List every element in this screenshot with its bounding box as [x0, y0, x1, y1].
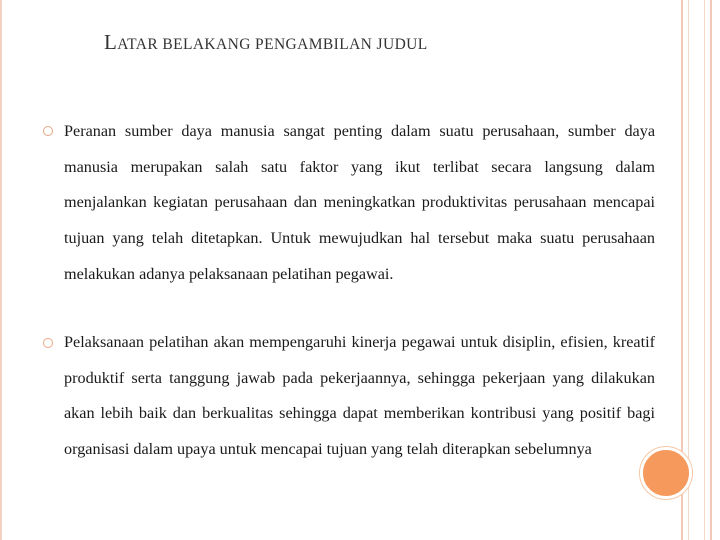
bullet-paragraph: Pelaksanaan pelatihan akan mempengaruhi kinerja pegawai untuk disiplin, efisien, kreatif produktif serta tanggung jawab pada pekerjaannya, sehingga pekerjaan yang dilakukan akan lebih baik dan berkualitas sehingga dapat memberikan kontribusi yang positif bagi organisasi dalam upaya untuk mencapai tujuan yang telah diterapkan sebelumnya — [64, 333, 655, 459]
decorative-orange-circle — [640, 447, 692, 499]
title-initial: L — [104, 30, 118, 54]
bullet-paragraph: Peranan sumber daya manusia sangat penting dalam suatu perusahaan, sumber daya manusia merupakan salah satu faktor yang ikut terlibat secara langsung dalam menjalankan kegiatan perusahaan dan meningkatkan produktivitas perusahaan mencapai tujuan yang telah ditetapkan. Untuk mewujudkan hal tersebut maka suatu perusahaan melakukan adanya pelaksanaan pelatihan pegawai. — [64, 122, 655, 283]
slide-title — [104, 30, 428, 55]
bullet-circle-icon — [43, 126, 53, 136]
left-edge-line — [0, 0, 2, 540]
title-rest: ATAR BELAKANG PENGAMBILAN JUDUL — [117, 36, 428, 53]
bullet-circle-icon — [43, 338, 53, 348]
decorative-border-line — [710, 0, 712, 540]
decorative-border-line — [704, 0, 705, 540]
